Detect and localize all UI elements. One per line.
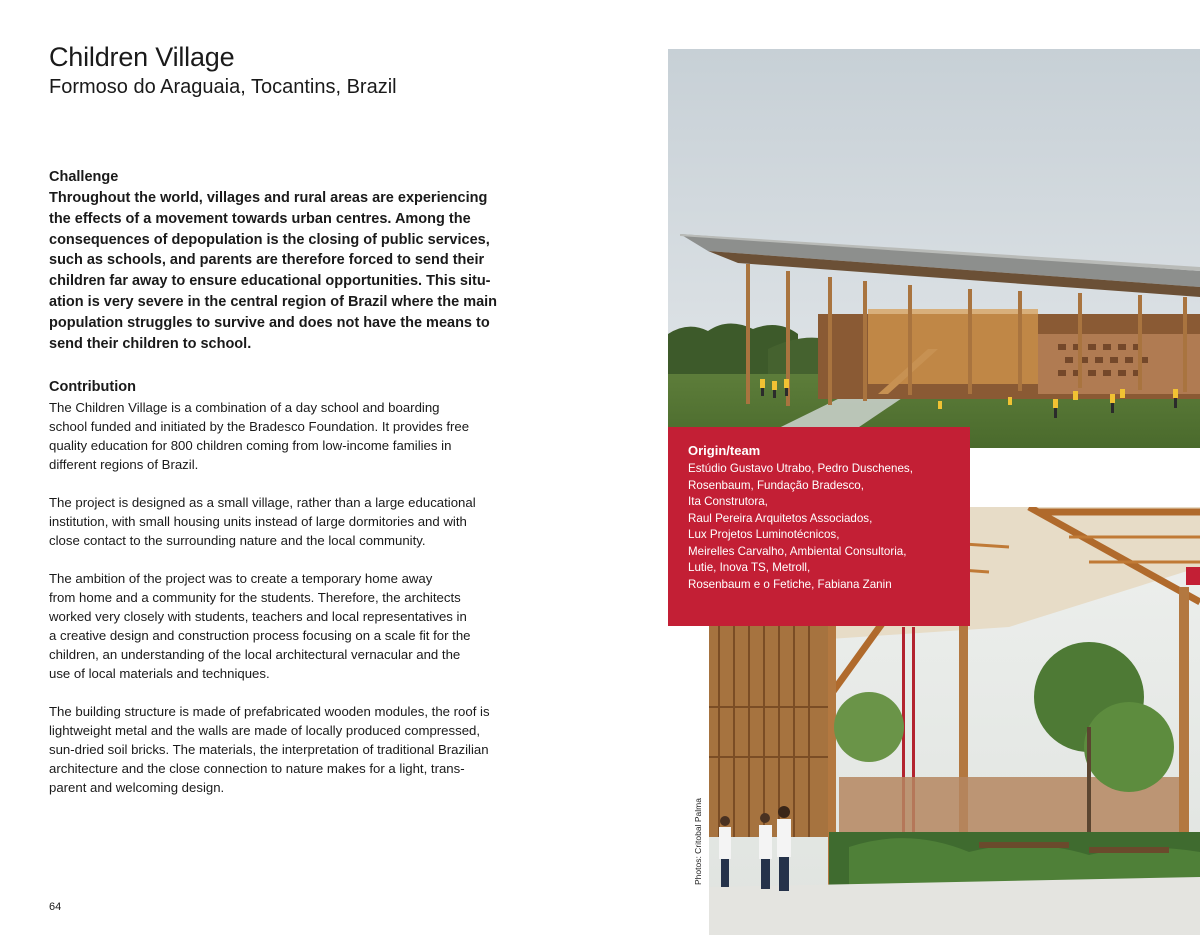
contribution-paragraph xyxy=(49,398,534,474)
text-line: architecture and the close connection to nature makes for a light, trans- xyxy=(49,761,465,776)
origin-team-heading: Origin/team xyxy=(688,443,761,458)
text-line: children, an understanding of the local architectural vernacular and the xyxy=(49,647,461,662)
challenge-line: Throughout the world, villages and rural areas are experiencing xyxy=(49,190,488,206)
photo-credit: Photos: Critobal Palma xyxy=(693,798,703,885)
exterior-photo xyxy=(668,49,1200,448)
challenge-line: ation is very severe in the central region of Brazil where the main xyxy=(49,293,498,310)
credit-line: Ita Construtora, xyxy=(688,495,768,508)
origin-team-box xyxy=(668,427,970,626)
challenge-text xyxy=(49,188,529,354)
credit-line: Raul Pereira Arquitetos Associados, xyxy=(688,511,873,525)
contribution-text xyxy=(49,398,534,816)
contribution-paragraph xyxy=(49,569,534,683)
contribution-heading: Contribution xyxy=(49,379,136,395)
text-line: The Children Village is a combination of a day school and boarding xyxy=(49,400,440,415)
credit-line: Lutie, Inova TS, Metroll, xyxy=(688,561,811,574)
page-title: Children Village xyxy=(49,42,235,72)
credit-line: Estúdio Gustavo Utrabo, Pedro Duschenes, xyxy=(688,462,913,475)
challenge-line: consequences of depopulation is the closing of public services, xyxy=(49,231,490,248)
text-line: institution, with small housing units instead of large dormitories and with xyxy=(49,514,467,529)
page-subtitle: Formoso do Araguaia, Tocantins, Brazil xyxy=(49,76,397,98)
contribution-paragraph xyxy=(49,493,534,550)
credit-line: Lux Projetos Luminotécnicos, xyxy=(688,528,840,541)
page-number: 64 xyxy=(49,901,62,913)
challenge-line: the effects of a movement towards urban centres. Among the xyxy=(49,210,471,227)
challenge-line: such as schools, and parents are therefore forced to send their xyxy=(49,252,485,269)
credit-line: Meirelles Carvalho, Ambiental Consultoria, xyxy=(688,544,907,558)
text-line: The building structure is made of prefabricated wooden modules, the roof is xyxy=(49,704,490,719)
contribution-paragraph xyxy=(49,702,534,797)
text-line: The project is designed as a small village, rather than a large educational xyxy=(49,495,476,510)
text-line: school funded and initiated by the Bradesco Foundation. It provides free xyxy=(49,419,470,434)
text-line: quality education for 800 children coming from low-income families in xyxy=(49,438,452,453)
challenge-line: children far away to ensure educational opportunities. This situ- xyxy=(49,273,491,290)
text-line: The ambition of the project was to create a temporary home away xyxy=(49,571,433,586)
challenge-heading: Challenge xyxy=(49,169,119,185)
text-line: worked very closely with students, teachers and local representatives in xyxy=(49,609,467,624)
credit-line: Rosenbaum e o Fetiche, Fabiana Zanin xyxy=(688,577,892,591)
accent-tab xyxy=(1186,567,1200,585)
text-line: sun-dried soil bricks. The materials, the interpretation of traditional Brazilian xyxy=(49,742,489,757)
credit-line: Rosenbaum, Fundação Bradesco, xyxy=(688,478,864,492)
challenge-line: send their children to school. xyxy=(49,335,252,352)
text-line: from home and a community for the students. Therefore, the architects xyxy=(49,590,461,605)
text-line: lightweight metal and the walls are made of locally produced compressed, xyxy=(49,723,481,738)
text-line: different regions of Brazil. xyxy=(49,457,199,472)
text-line: use of local materials and techniques. xyxy=(49,666,270,681)
text-line: a creative design and construction process focusing on a scale fit for the xyxy=(49,628,471,643)
challenge-line: population struggles to survive and does not have the means to xyxy=(49,314,490,331)
text-line: close contact to the surrounding nature and the local community. xyxy=(49,533,426,548)
text-line: parent and welcoming design. xyxy=(49,780,225,795)
